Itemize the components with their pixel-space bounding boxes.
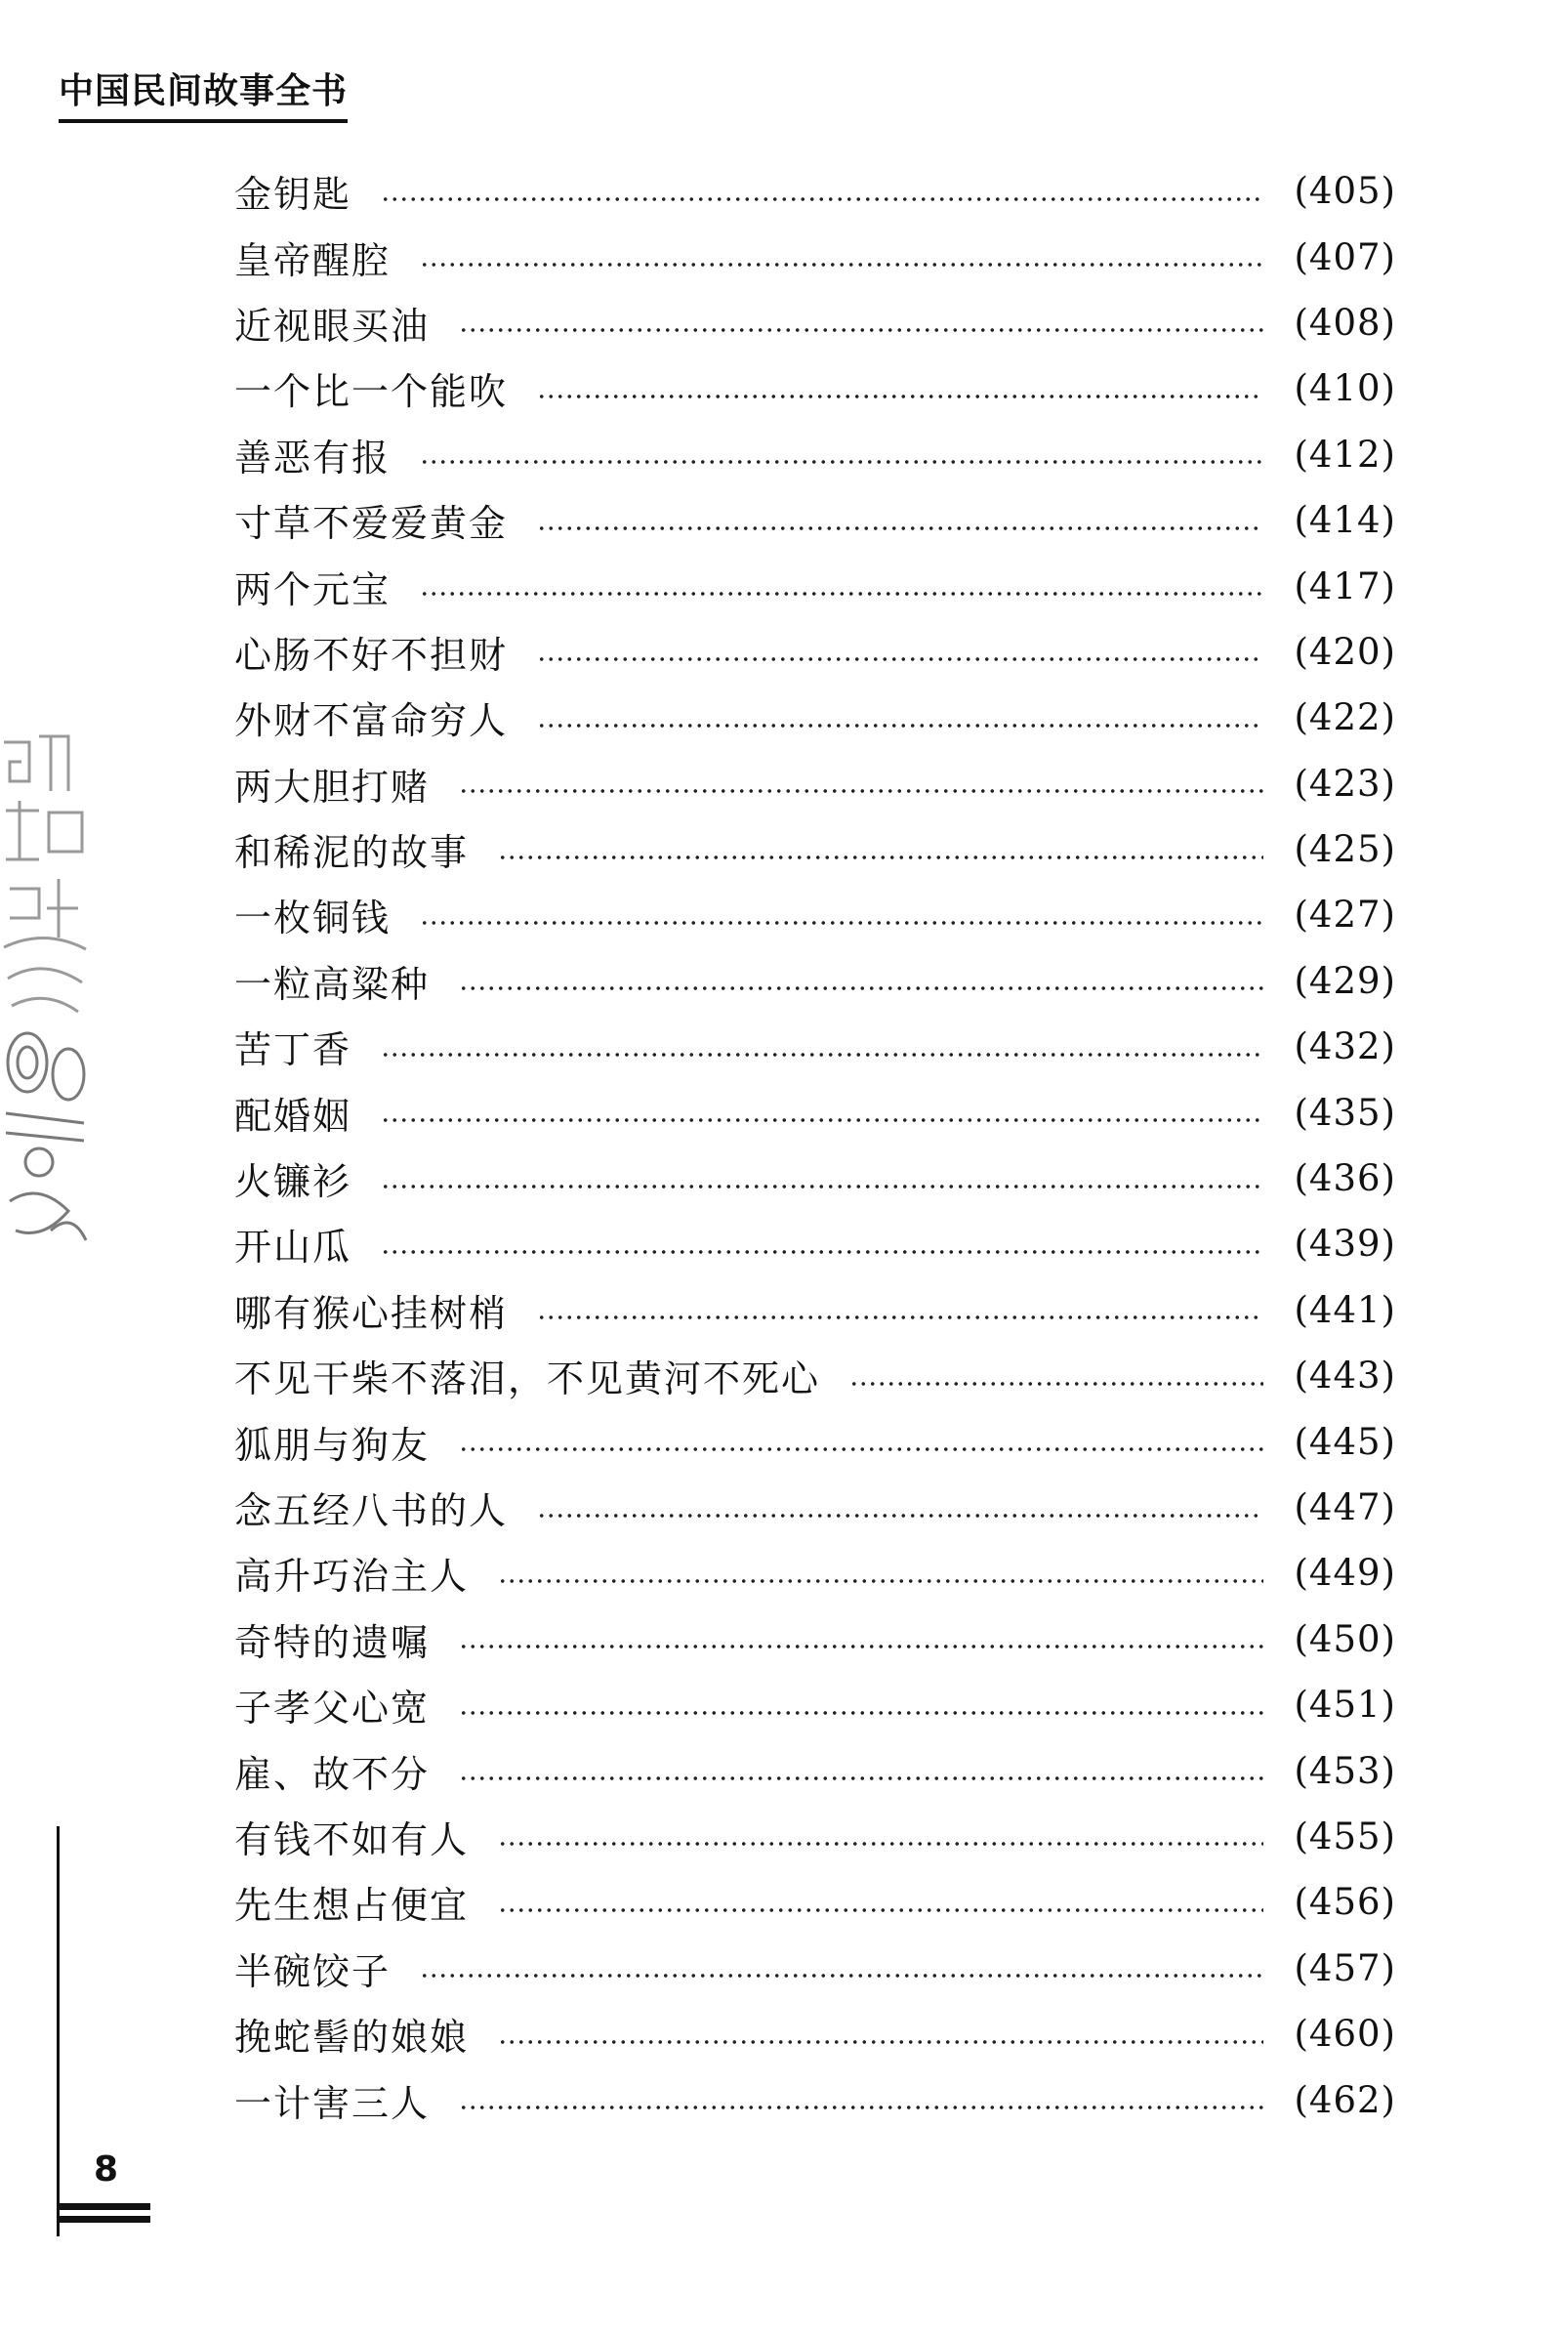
toc-entry-title: 挽蛇髻的娘娘 [234, 2016, 470, 2060]
dot-leader [459, 1447, 1263, 1451]
toc-entry-page: (445) [1294, 1420, 1396, 1463]
footer-bar [57, 2203, 150, 2210]
toc-entry[interactable] [234, 422, 1396, 487]
toc-entry-page: (436) [1294, 1157, 1396, 1200]
toc-entry-page: (427) [1294, 894, 1396, 937]
toc-entry-page: (462) [1294, 2078, 1396, 2121]
toc-entry-title: 半碗饺子 [234, 1949, 392, 1993]
toc-entry-page: (439) [1294, 1223, 1396, 1266]
toc-entry-title: 哪有猴心挂树梢 [234, 1291, 509, 1335]
toc-entry-page: (429) [1294, 959, 1396, 1002]
dot-leader [537, 526, 1263, 530]
toc-entry-page: (412) [1294, 433, 1396, 476]
toc-entry-page: (460) [1294, 2013, 1396, 2056]
toc-entry[interactable] [234, 290, 1396, 355]
dot-leader [459, 986, 1263, 990]
dot-leader [537, 724, 1263, 728]
dot-leader [420, 592, 1263, 596]
toc-entry[interactable] [234, 1540, 1396, 1606]
toc-entry[interactable] [234, 685, 1396, 750]
dot-leader [381, 1053, 1263, 1057]
dot-leader [537, 657, 1263, 661]
dot-leader [381, 1250, 1263, 1254]
toc-entry-page: (410) [1294, 367, 1396, 410]
toc-entry-title: 外财不富命穷人 [234, 699, 509, 743]
dot-leader [381, 197, 1263, 201]
toc-entry-page: (435) [1294, 1091, 1396, 1134]
toc-entry[interactable] [234, 1804, 1396, 1869]
toc-entry-page: (425) [1294, 828, 1396, 871]
toc-entry-title: 一枚铜钱 [234, 897, 392, 940]
dot-leader [381, 1118, 1263, 1122]
dot-leader [420, 1974, 1263, 1978]
margin-rule [57, 1826, 60, 2236]
toc-entry[interactable] [234, 1211, 1396, 1276]
dot-leader [537, 1315, 1263, 1319]
toc-entry[interactable] [234, 1079, 1396, 1145]
dot-leader [459, 328, 1263, 332]
toc-entry-title: 不见干柴不落泪，不见黄河不死心 [234, 1357, 821, 1401]
dot-leader [849, 1382, 1263, 1386]
toc-entry[interactable] [234, 948, 1396, 1014]
toc-entry-title: 皇帝醒腔 [234, 238, 392, 282]
toc-entry-page: (457) [1294, 1946, 1396, 1989]
toc-entry-page: (422) [1294, 696, 1396, 739]
dot-leader [537, 395, 1263, 398]
toc-entry-page: (420) [1294, 630, 1396, 673]
toc-entry-page: (456) [1294, 1881, 1396, 1924]
toc-entry-title: 先生想占便宜 [234, 1884, 470, 1928]
dot-leader [459, 2106, 1263, 2109]
dot-leader [498, 1908, 1263, 1912]
toc-entry-title: 念五经八书的人 [234, 1489, 509, 1532]
toc-entry[interactable] [234, 1014, 1396, 1079]
toc-entry-title: 火镰衫 [234, 1160, 352, 1204]
toc-entry[interactable] [234, 224, 1396, 289]
toc-entry-title: 两个元宝 [234, 567, 392, 611]
toc-entry-page: (432) [1294, 1025, 1396, 1068]
dot-leader [459, 1776, 1263, 1780]
dot-leader [498, 855, 1263, 859]
toc-entry[interactable] [234, 355, 1396, 421]
toc-entry[interactable] [234, 1737, 1396, 1803]
dot-leader [459, 1711, 1263, 1715]
toc-entry-title: 一粒高粱种 [234, 962, 431, 1006]
toc-entry-title: 一计害三人 [234, 2081, 431, 2125]
dot-leader [381, 1185, 1263, 1189]
toc-entry[interactable] [234, 619, 1396, 685]
toc-entry[interactable] [234, 487, 1396, 553]
toc-entry[interactable] [234, 1408, 1396, 1474]
toc-entry-page: (441) [1294, 1288, 1396, 1331]
toc-entry-title: 苦丁香 [234, 1028, 352, 1072]
toc-entry-title: 金钥匙 [234, 173, 352, 217]
dot-leader [498, 1842, 1263, 1846]
footer-bars [57, 2203, 150, 2229]
toc-entry[interactable] [234, 1146, 1396, 1211]
toc-entry-page: (407) [1294, 235, 1396, 278]
dot-leader [498, 2040, 1263, 2044]
toc-entry-page: (451) [1294, 1684, 1396, 1727]
toc-entry[interactable] [234, 1606, 1396, 1672]
toc-entry-title: 配婚姻 [234, 1094, 352, 1138]
page-number: 8 [94, 2149, 119, 2190]
toc-entry-title: 子孝父心宽 [234, 1687, 431, 1731]
toc-entry[interactable] [234, 158, 1396, 224]
toc-entry-page: (443) [1294, 1355, 1396, 1397]
toc-entry-title: 奇特的遗嘱 [234, 1620, 431, 1664]
footer-bar [57, 2216, 150, 2223]
toc-entry-page: (423) [1294, 762, 1396, 805]
dot-leader [459, 789, 1263, 793]
toc-entry-title: 善恶有报 [234, 436, 392, 480]
toc-entry[interactable] [234, 751, 1396, 816]
toc-entry-page: (414) [1294, 499, 1396, 542]
dot-leader [420, 921, 1263, 925]
dot-leader [420, 263, 1263, 267]
toc-entry-page: (453) [1294, 1749, 1396, 1792]
decorative-margin-pattern [0, 723, 90, 1270]
dot-leader [420, 460, 1263, 464]
toc-entry[interactable] [234, 2066, 1396, 2132]
toc-entry-title: 一个比一个能吹 [234, 370, 509, 414]
running-head-title: 中国民间故事全书 [59, 70, 348, 123]
toc-entry-title: 有钱不如有人 [234, 1817, 470, 1861]
toc-entry-title: 雇、故不分 [234, 1752, 431, 1796]
dot-leader [537, 1514, 1263, 1518]
toc-entry[interactable] [234, 2001, 1396, 2066]
toc-entry-page: (405) [1294, 170, 1396, 213]
toc-entry[interactable] [234, 1936, 1396, 2001]
toc-entry-page: (408) [1294, 301, 1396, 344]
dot-leader [498, 1579, 1263, 1583]
toc-entry[interactable] [234, 1277, 1396, 1343]
toc-entry[interactable] [234, 1672, 1396, 1737]
toc-entry-page: (447) [1294, 1486, 1396, 1528]
toc-entry[interactable] [234, 816, 1396, 882]
toc-entry[interactable] [234, 1475, 1396, 1540]
toc-entry[interactable] [234, 553, 1396, 618]
table-of-contents [234, 158, 1396, 2133]
toc-entry-title: 两大胆打赌 [234, 765, 431, 809]
toc-entry-title: 寸草不爱爱黄金 [234, 502, 509, 546]
toc-entry-title: 高升巧治主人 [234, 1555, 470, 1599]
toc-entry-title: 心肠不好不担财 [234, 633, 509, 677]
toc-entry[interactable] [234, 882, 1396, 947]
toc-entry-title: 开山瓜 [234, 1226, 352, 1270]
toc-entry[interactable] [234, 1343, 1396, 1408]
dot-leader [459, 1645, 1263, 1648]
toc-entry-page: (449) [1294, 1552, 1396, 1595]
toc-entry-title: 和稀泥的故事 [234, 831, 470, 875]
toc-entry-page: (417) [1294, 564, 1396, 607]
toc-entry-title: 狐朋与狗友 [234, 1423, 431, 1467]
toc-entry-title: 近视眼买油 [234, 304, 431, 348]
toc-entry[interactable] [234, 1869, 1396, 1935]
toc-entry-page: (455) [1294, 1815, 1396, 1857]
toc-entry-page: (450) [1294, 1617, 1396, 1660]
